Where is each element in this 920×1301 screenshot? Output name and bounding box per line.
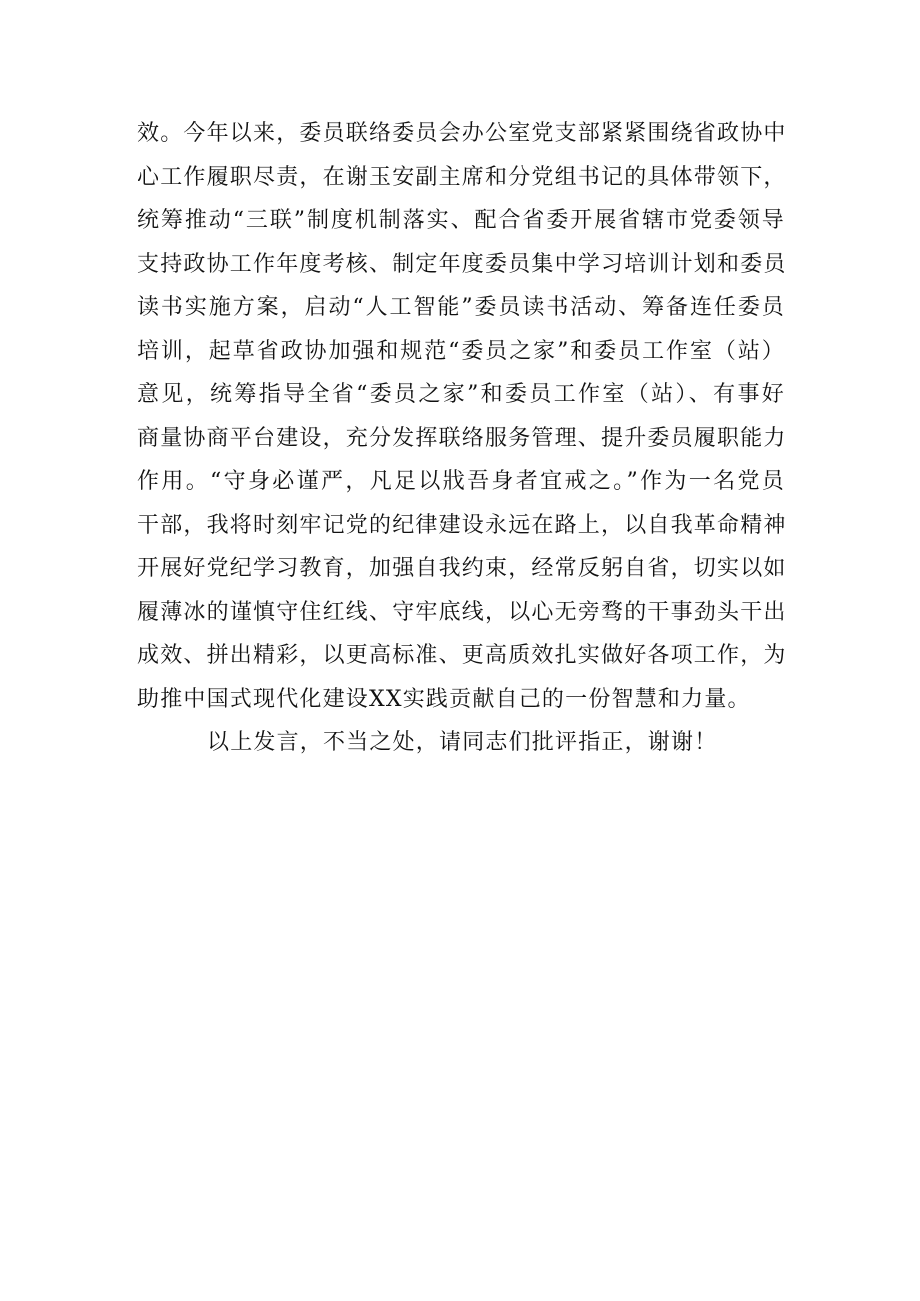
paragraph-line: 心工作履职尽责，在谢玉安副主席和分党组书记的具体带领下， bbox=[137, 164, 787, 190]
paragraph-line: 助推中国式现代化建设XX实践贡献自己的一份智慧和力量。 bbox=[137, 686, 751, 712]
paragraph-line: 读书实施方案，启动“人工智能”委员读书活动、筹备连任委员 bbox=[137, 295, 785, 320]
closing-remark: 以上发言，不当之处，请同志们批评指正，谢谢！ bbox=[207, 730, 718, 755]
paragraph-line: 效。今年以来，委员联络委员会办公室党支部紧紧围绕省政协中 bbox=[137, 121, 787, 146]
paragraph-line: 商量协商平台建设，充分发挥联络服务管理、提升委员履职能力 bbox=[137, 425, 787, 451]
paragraph-line: 干部，我将时刻牢记党的纪律建设永远在路上，以自我革命精神 bbox=[137, 512, 787, 538]
document-body bbox=[137, 112, 785, 765]
paragraph-line: 作用。“守身必谨严，凡足以戕吾身者宜戒之。”作为一名党员 bbox=[137, 469, 785, 494]
paragraph-line: 支持政协工作年度考核、制定年度委员集中学习培训计划和委员 bbox=[137, 251, 787, 277]
paragraph-line: 履薄冰的谨慎守住红线、守牢底线，以心无旁骛的干事劲头干出 bbox=[137, 599, 787, 625]
paragraph-line: 意见，统筹指导全省“委员之家”和委员工作室（站）、有事好 bbox=[137, 382, 785, 407]
paragraph-line: 成效、拼出精彩，以更高标准、更高质效扎实做好各项工作，为 bbox=[137, 643, 787, 668]
paragraph-line: 开展好党纪学习教育，加强自我约束，经常反躬自省，切实以如 bbox=[137, 556, 787, 581]
paragraph-line: 培训，起草省政协加强和规范“委员之家”和委员工作室（站） bbox=[137, 338, 785, 364]
paragraph-line: 统筹推动“三联”制度机制落实、配合省委开展省辖市党委领导 bbox=[137, 208, 785, 233]
